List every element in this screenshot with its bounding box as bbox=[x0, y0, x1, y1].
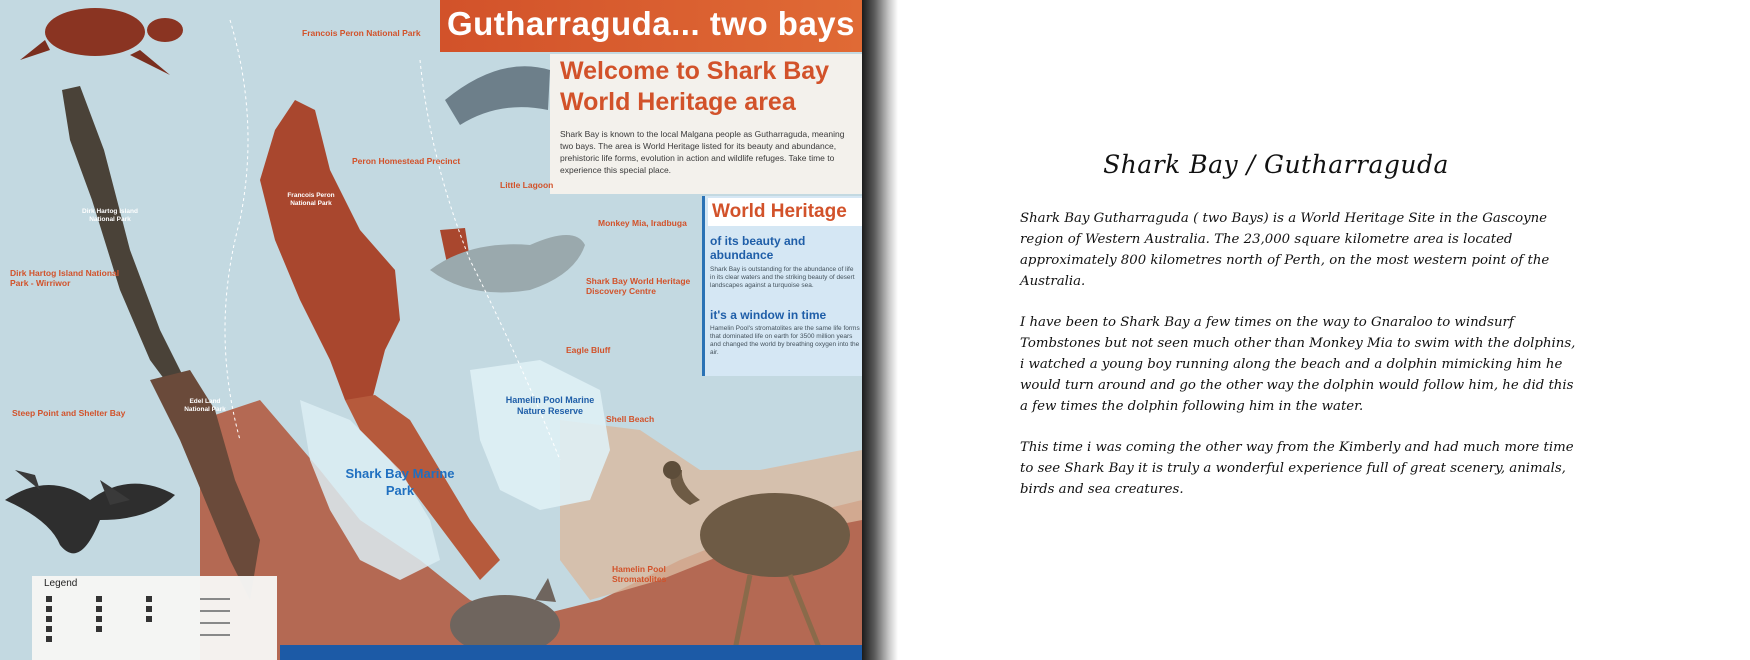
legend-title: Legend bbox=[44, 578, 78, 589]
welcome-heading-line1: Welcome to Shark Bay bbox=[560, 57, 830, 85]
legend-symbol bbox=[146, 606, 152, 612]
site-peron-homestead: Peron Homestead Precinct bbox=[352, 156, 461, 166]
welcome-text: Shark Bay is known to the local Malgana people as Gutharraguda, meaning two bays. The area is World Heritage listed for its beauty and abundance, prehistoric life forms, evolution in action and wildlife refuges. Take time to experience this special place. bbox=[560, 129, 845, 175]
text-line: Australia. bbox=[1020, 274, 1086, 289]
legend-symbol bbox=[46, 626, 52, 632]
page-title: Shark Bay / Gutharraguda bbox=[1103, 150, 1449, 179]
legend-line-symbol bbox=[200, 598, 230, 600]
legend-line-symbol bbox=[200, 610, 230, 612]
legend-symbol bbox=[46, 606, 52, 612]
page-gutter-shadow bbox=[862, 0, 898, 660]
paragraph-previous-visits bbox=[1020, 312, 1640, 417]
site-little-lagoon: Little Lagoon bbox=[500, 180, 554, 190]
wh-beauty-text: Shark Bay is outstanding for the abundance of life in its clear waters and the striking beauty of desert landscapes against a turquoise sea. bbox=[710, 266, 855, 289]
wh-beauty-heading: of its beauty and abundance bbox=[710, 234, 806, 262]
site-steep-point: Steep Point and Shelter Bay bbox=[12, 408, 126, 418]
legend-line-symbol bbox=[200, 622, 230, 624]
legend-symbol bbox=[46, 636, 52, 642]
paragraph-intro bbox=[1020, 208, 1640, 292]
text-line: birds and sea creatures. bbox=[1020, 482, 1184, 497]
text-page bbox=[898, 0, 1750, 660]
legend-line-symbol bbox=[200, 634, 230, 636]
marine-park-label: Shark Bay Marine Park bbox=[345, 466, 455, 498]
site-shell-beach: Shell Beach bbox=[606, 414, 655, 424]
site-discovery-centre: Shark Bay World Heritage Discovery Centre bbox=[586, 276, 691, 296]
legend-symbol bbox=[96, 626, 102, 632]
text-line: region of Western Australia. The 23,000 square kilometre area is located bbox=[1020, 232, 1513, 247]
text-line: approximately 800 kilometres north of Perth, on the most western point of the bbox=[1020, 253, 1550, 268]
world-heritage-heading: World Heritage bbox=[708, 198, 862, 226]
welcome-heading bbox=[560, 56, 860, 118]
text-line: a few times the dolphin following him in the water. bbox=[1020, 399, 1364, 414]
site-monkey-mia: Monkey Mia, Iradbuga bbox=[598, 218, 687, 228]
site-eagle-bluff: Eagle Bluff bbox=[566, 345, 611, 355]
paragraph-this-time bbox=[1020, 437, 1640, 500]
sign-banner-title: Gutharraguda... two bays bbox=[440, 0, 862, 52]
francois-peron-np-label: Francois Peron National Park bbox=[287, 192, 335, 207]
legend-symbol bbox=[146, 596, 152, 602]
wh-window-text: Hamelin Pool's stromatolites are the same life forms that dominated life on earth for 3500 million years and changed the world by breathing oxygen into the air. bbox=[710, 325, 860, 356]
legend-symbol bbox=[146, 616, 152, 622]
text-line: would turn around and go the other way the dolphin would follow him, he did this bbox=[1020, 378, 1574, 393]
text-line: Shark Bay Gutharraguda ( two Bays) is a World Heritage Site in the Gascoyne bbox=[1020, 211, 1548, 226]
text-line: This time i was coming the other way from the Kimberly and had much more time bbox=[1020, 440, 1574, 455]
hamelin-pool-reserve-label: Hamelin Pool Marine Nature Reserve bbox=[505, 395, 595, 416]
dirk-hartog-np-label: Dirk Hartog Island National Park bbox=[82, 208, 138, 223]
text-line: I have been to Shark Bay a few times on the way to Gnaraloo to windsurf bbox=[1020, 315, 1514, 330]
welcome-heading-line2: World Heritage area bbox=[560, 88, 796, 116]
sign-photo bbox=[0, 0, 862, 660]
site-hamelin-stromatolites: Hamelin Pool Stromatolites bbox=[612, 564, 667, 584]
edel-land-np-label: Edel Land National Park bbox=[184, 398, 226, 413]
legend-symbol bbox=[46, 616, 52, 622]
text-line: to see Shark Bay it is truly a wonderful experience full of great scenery, animals, bbox=[1020, 461, 1566, 476]
legend-symbol bbox=[96, 596, 102, 602]
text-line: Tombstones but not seen much other than Monkey Mia to swim with the dolphins, bbox=[1020, 336, 1576, 351]
site-francois-peron: Francois Peron National Park bbox=[302, 28, 421, 38]
site-dirk-hartog: Dirk Hartog Island National Park - Wirriwor bbox=[10, 268, 120, 288]
legend-symbol bbox=[96, 606, 102, 612]
wh-window-heading: it's a window in time bbox=[710, 308, 827, 322]
text-line: i watched a young boy running along the beach and a dolphin mimicking him he bbox=[1020, 357, 1563, 372]
legend-symbol bbox=[46, 596, 52, 602]
legend-symbol bbox=[96, 616, 102, 622]
